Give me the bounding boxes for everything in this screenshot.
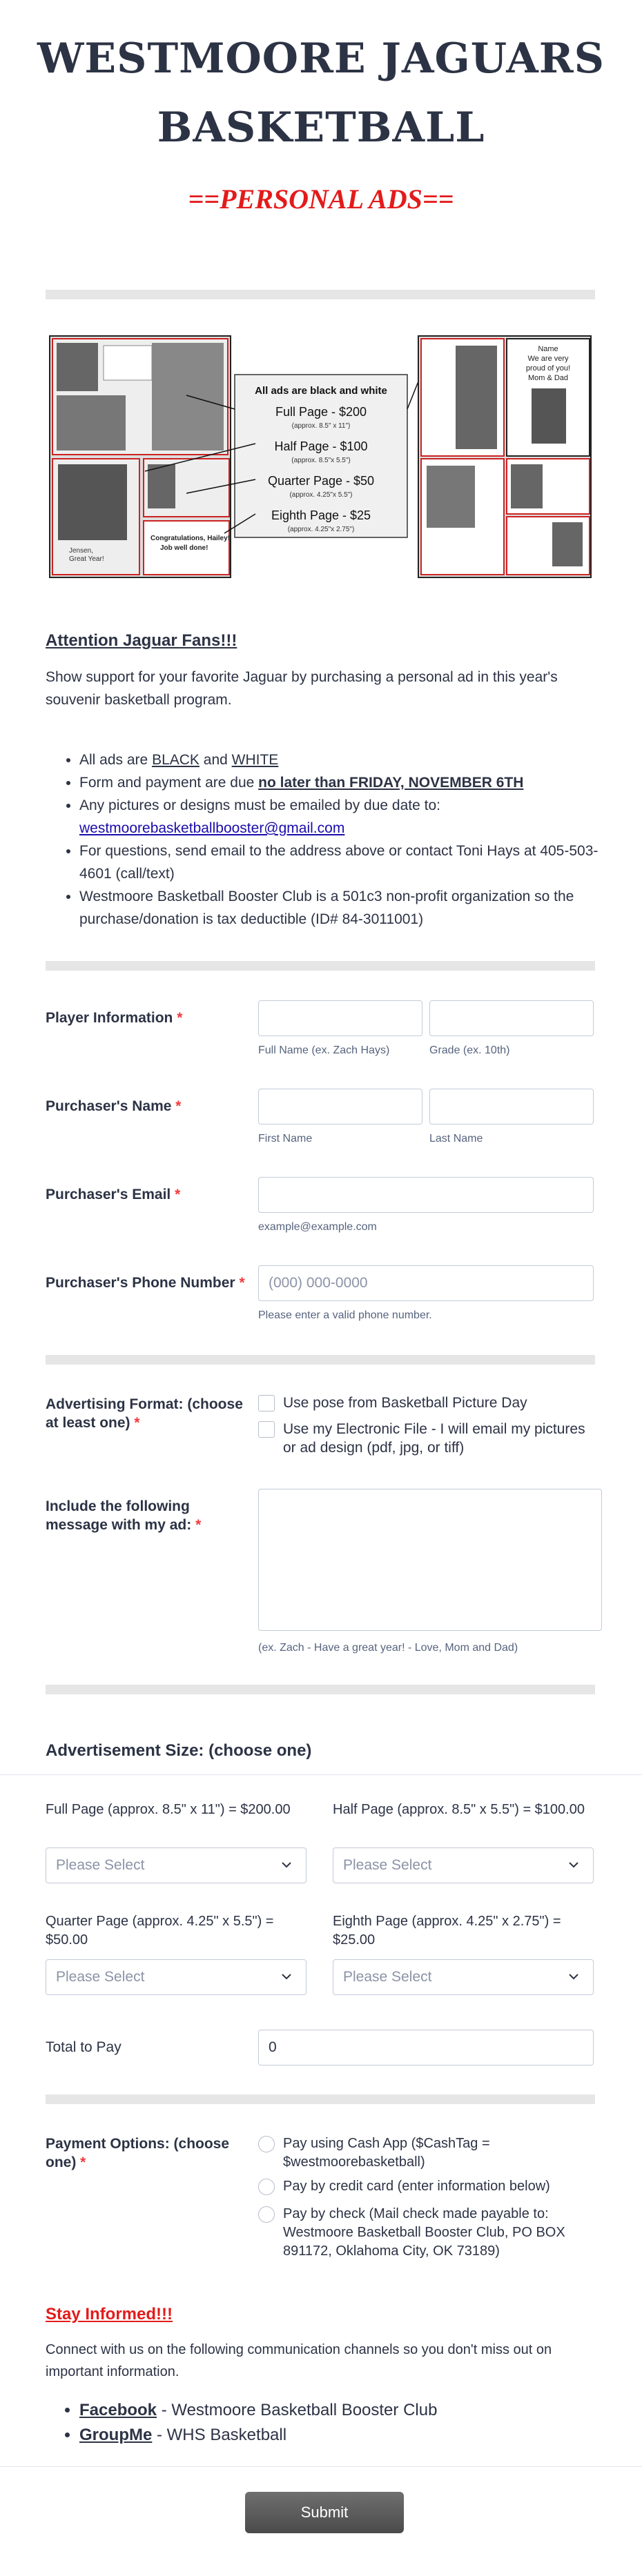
chevron-down-icon <box>565 1856 582 1873</box>
svg-text:Job well done!: Job well done! <box>160 544 208 552</box>
half-page-select[interactable]: Please Select <box>333 1847 594 1883</box>
svg-text:(approx. 4.25"x 2.75"): (approx. 4.25"x 2.75") <box>287 526 355 533</box>
svg-text:Great Year!: Great Year! <box>69 555 104 563</box>
ad-format-label: Advertising Format: (choose at least one) * <box>46 1396 243 1431</box>
svg-text:Half Page - $100: Half Page - $100 <box>274 439 368 453</box>
full-page-label: Full Page (approx. 8.5" x 11") = $200.00 <box>46 1802 291 1817</box>
sample-ads-image <box>48 333 594 582</box>
chevron-down-icon <box>278 1856 295 1873</box>
section-divider <box>46 1685 595 1694</box>
svg-text:We are very: We are very <box>527 355 569 363</box>
pay-credit-card-label: Pay by credit card (enter information below) <box>283 2179 550 2194</box>
format-electronic-file-checkbox[interactable] <box>258 1421 275 1438</box>
phone-input[interactable]: (000) 000-0000 <box>258 1265 594 1301</box>
page-subtitle: ==PERSONAL ADS== <box>188 184 454 215</box>
svg-text:Name: Name <box>538 345 558 353</box>
svg-text:Quarter Page - $50: Quarter Page - $50 <box>267 474 375 488</box>
quarter-page-select[interactable]: Please Select <box>46 1959 307 1995</box>
groupme-link[interactable]: GroupMe <box>79 2426 153 2444</box>
svg-text:Mom & Dad: Mom & Dad <box>527 374 569 382</box>
page-title-line2: BASKETBALL <box>157 103 485 152</box>
chevron-down-icon <box>278 1968 295 1985</box>
format-picture-day-label: Use pose from Basketball Picture Day <box>283 1395 527 1411</box>
stay-informed-heading: Stay Informed!!! <box>46 2305 173 2324</box>
eighth-page-label: Eighth Page (approx. 4.25" x 2.75") = $25.00 <box>333 1914 561 1948</box>
full-page-select[interactable]: Please Select <box>46 1847 307 1883</box>
bullet-due-date: • Form and payment are due no later than FRIDAY, NOVEMBER 6TH <box>79 771 604 794</box>
last-name-input[interactable] <box>429 1089 594 1124</box>
phone-hint: Please enter a valid phone number. <box>258 1309 432 1321</box>
facebook-link[interactable]: Facebook <box>79 2401 157 2419</box>
last-name-hint: Last Name <box>429 1133 483 1145</box>
footer-divider <box>0 2466 642 2467</box>
ad-size-heading: Advertisement Size: (choose one) <box>46 1741 312 1760</box>
player-grade-input[interactable] <box>429 1000 594 1036</box>
page-title-line1: WESTMOORE JAGUARS <box>37 34 605 83</box>
intro-text: Show support for your favorite Jaguar by purchasing a personal ad in this year's souvenir basketball program. <box>46 669 558 708</box>
bullet-ad-colors: • All ads are BLACK and WHITE <box>79 749 604 771</box>
groupme-channel: • GroupMe - WHS Basketball <box>79 2423 437 2448</box>
svg-text:Eighth Page - $25: Eighth Page - $25 <box>271 508 371 522</box>
player-full-name-input[interactable] <box>258 1000 422 1036</box>
half-page-label: Half Page (approx. 8.5" x 5.5") = $100.00 <box>333 1802 585 1817</box>
bullet-email-designs: • Any pictures or designs must be emailed by due date to: westmoorebasketballbooster@gmail.com <box>79 794 604 840</box>
section-divider <box>46 290 595 299</box>
bullet-tax-deductible: • Westmoore Basketball Booster Club is a 501c3 non-profit organization so the purchase/donation is tax deductible (ID# 84-3011001) <box>79 885 604 931</box>
full-name-hint: Full Name (ex. Zach Hays) <box>258 1044 390 1056</box>
section-divider <box>46 1355 595 1365</box>
total-label: Total to Pay <box>46 2039 121 2055</box>
payment-options-label: Payment Options: (choose one) * <box>46 2136 230 2170</box>
svg-text:Jensen,: Jensen, <box>69 547 94 555</box>
total-to-pay-field[interactable]: 0 <box>258 2030 594 2065</box>
message-label: Include the following message with my ad: * <box>46 1498 202 1533</box>
svg-text:Congratulations, Hailey!: Congratulations, Hailey! <box>150 535 231 542</box>
chevron-down-icon <box>565 1968 582 1985</box>
svg-text:All ads are black and white: All ads are black and white <box>255 385 387 397</box>
svg-text:(approx. 8.5"x 5.5"): (approx. 8.5"x 5.5") <box>291 457 351 464</box>
format-picture-day-checkbox[interactable] <box>258 1395 275 1411</box>
grade-hint: Grade (ex. 10th) <box>429 1044 510 1056</box>
heading-underline <box>0 1774 642 1775</box>
pay-credit-card-radio[interactable] <box>258 2179 275 2195</box>
svg-text:Full Page - $200: Full Page - $200 <box>275 405 367 419</box>
email-hint: example@example.com <box>258 1221 377 1233</box>
svg-text:(approx. 8.5" x 11"): (approx. 8.5" x 11") <box>291 422 351 430</box>
section-divider <box>46 961 595 971</box>
facebook-channel: • Facebook - Westmoore Basketball Booster Club <box>79 2398 437 2423</box>
purchaser-phone-label: Purchaser's Phone Number * <box>46 1275 245 1291</box>
intro-heading: Attention Jaguar Fans!!! <box>46 631 237 650</box>
eighth-page-select[interactable]: Please Select <box>333 1959 594 1995</box>
channels-list <box>79 2398 437 2448</box>
first-name-input[interactable] <box>258 1089 422 1124</box>
message-hint: (ex. Zach - Have a great year! - Love, Mom and Dad) <box>258 1642 518 1654</box>
quarter-page-label: Quarter Page (approx. 4.25" x 5.5") = $50.00 <box>46 1914 274 1948</box>
first-name-hint: First Name <box>258 1133 313 1145</box>
section-divider <box>46 2094 595 2104</box>
bullet-questions: • For questions, send email to the address above or contact Toni Hays at 405-503-4601 (call/text) <box>79 840 604 885</box>
email-field[interactable] <box>258 1177 594 1213</box>
pay-check-radio[interactable] <box>258 2206 275 2223</box>
message-textarea[interactable] <box>258 1489 602 1631</box>
player-info-label: Player Information * <box>46 1010 183 1026</box>
pay-cash-app-label: Pay using Cash App ($CashTag = $westmoorebasketball) <box>283 2136 490 2170</box>
purchaser-name-label: Purchaser's Name * <box>46 1098 182 1114</box>
svg-text:proud of you!: proud of you! <box>525 364 571 373</box>
info-bullets <box>79 749 604 931</box>
stay-informed-text: Connect with us on the following communication channels so you don't miss out on important information. <box>46 2342 552 2379</box>
purchaser-email-label: Purchaser's Email * <box>46 1187 181 1202</box>
submit-button[interactable]: Submit <box>245 2492 404 2533</box>
format-electronic-file-label: Use my Electronic File - I will email my pictures or ad design (pdf, jpg, or tiff) <box>283 1421 585 1456</box>
booster-email-link[interactable]: westmoorebasketballbooster@gmail.com <box>79 820 345 836</box>
pay-cash-app-radio[interactable] <box>258 2136 275 2152</box>
svg-text:(approx. 4.25"x 5.5"): (approx. 4.25"x 5.5") <box>289 491 353 499</box>
pay-check-label: Pay by check (Mail check made payable to: Westmoore Basketball Booster Club, PO BOX 891172, Oklahoma City, OK 73189) <box>283 2206 565 2259</box>
